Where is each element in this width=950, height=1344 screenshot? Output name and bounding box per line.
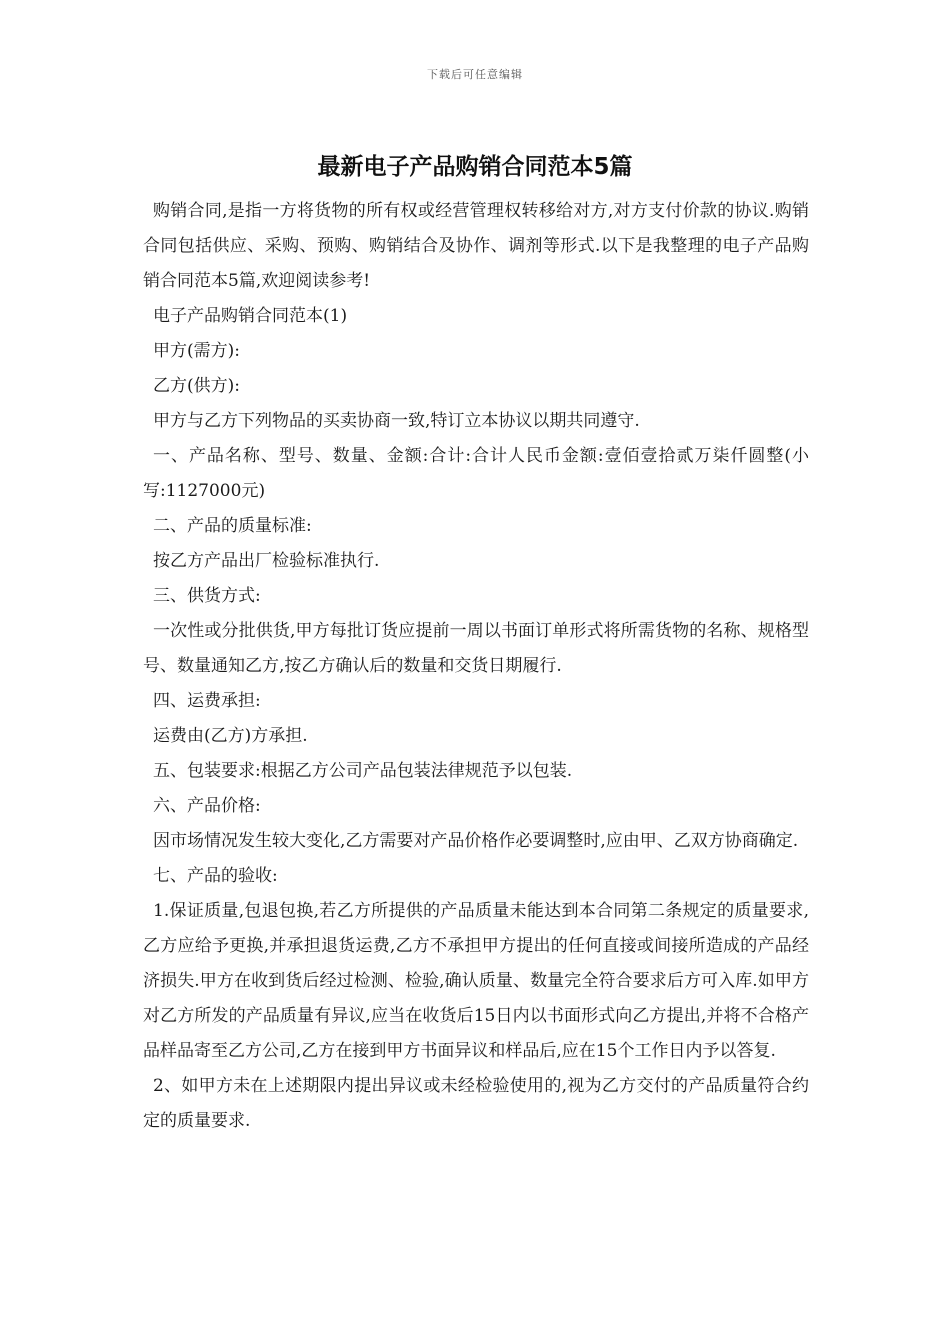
paragraph-clause-2-heading: 二、产品的质量标准:: [153, 516, 312, 536]
paragraph-section-heading: 电子产品购销合同范本(1): [153, 306, 348, 326]
paragraph-clause-3-heading: 三、供货方式:: [153, 586, 261, 606]
paragraph-clause-7-heading: 七、产品的验收:: [153, 866, 278, 886]
paragraph-clause-4-heading: 四、运费承担:: [153, 691, 261, 711]
paragraph-clause-5: 五、包装要求:根据乙方公司产品包装法律规范予以包装.: [153, 761, 573, 781]
paragraph-clause-7-item-2: 2、如甲方未在上述期限内提出异议或未经检验使用的,视为乙方交付的产品质量符合约定的质量要求.: [143, 1076, 809, 1131]
paragraph-clause-2-body: 按乙方产品出厂检验标准执行.: [153, 551, 380, 571]
paragraph-clause-6-heading: 六、产品价格:: [153, 796, 261, 816]
paragraph-clause-3-body: 一次性或分批供货,甲方每批订货应提前一周以书面订单形式将所需货物的名称、规格型号、数量通知乙方,按乙方确认后的数量和交货日期履行.: [143, 621, 809, 676]
document-body: [143, 194, 809, 1139]
header-note: 下载后可任意编辑: [427, 68, 523, 81]
paragraph-agreement: 甲方与乙方下列物品的买卖协商一致,特订立本协议以期共同遵守.: [153, 411, 640, 431]
paragraph-intro: 购销合同,是指一方将货物的所有权或经营管理权转移给对方,对方支付价款的协议.购销合同包括供应、采购、预购、购销结合及协作、调剂等形式.以下是我整理的电子产品购销合同范本5篇,欢迎阅读参考!: [143, 201, 809, 291]
document-title: 最新电子产品购销合同范本5篇: [317, 154, 633, 180]
paragraph-clause-4-body: 运费由(乙方)方承担.: [153, 726, 308, 746]
paragraph-party-b: 乙方(供方):: [153, 376, 240, 396]
paragraph-clause-6-body: 因市场情况发生较大变化,乙方需要对产品价格作必要调整时,应由甲、乙双方协商确定.: [153, 831, 799, 851]
paragraph-clause-1: 一、产品名称、型号、数量、金额:合计:合计人民币金额:壹佰壹拾贰万柒仟圆整(小写:1127000元): [143, 446, 809, 501]
paragraph-clause-7-item-1: 1.保证质量,包退包换,若乙方所提供的产品质量未能达到本合同第二条规定的质量要求,乙方应给予更换,并承担退货运费,乙方不承担甲方提出的任何直接或间接所造成的产品经济损失.甲方在收到货后经过检测、检验,确认质量、数量完全符合要求后方可入库.如甲方对乙方所发的产品质量有异议,应当在收货后15日内以书面形式向乙方提出,并将不合格产品样品寄至乙方公司,乙方在接到甲方书面异议和样品后,应在15个工作日内予以答复.: [143, 901, 809, 1061]
paragraph-party-a: 甲方(需方):: [153, 341, 240, 361]
